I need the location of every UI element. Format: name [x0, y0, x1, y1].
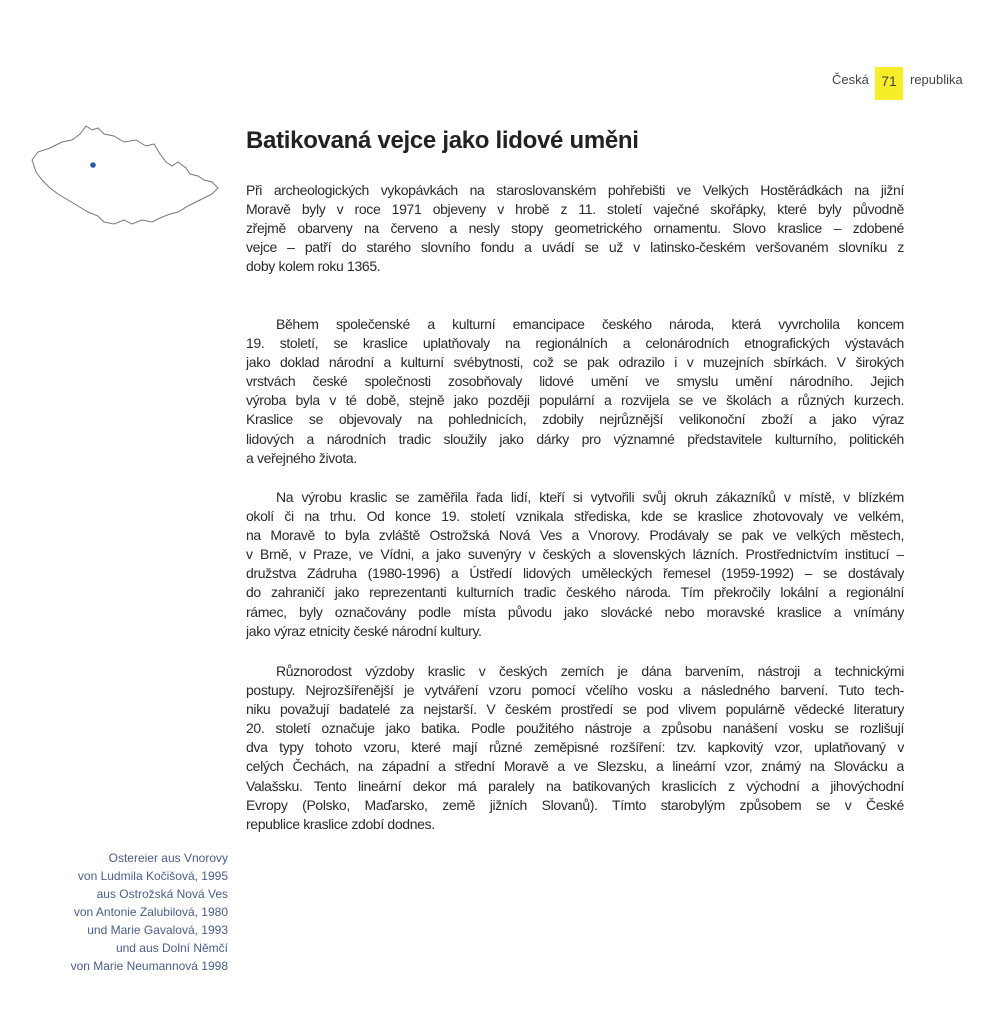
location-marker: [90, 162, 96, 168]
text-line: Valašsku. Tento lineární dekor má paralely na batikovaných kraslicích z východní a jihovýchodní: [246, 777, 904, 794]
caption-line: und Marie Gavalová, 1993: [87, 923, 228, 937]
text-line: jako doklad národní a kulturní svébytnosti, což se pak odrazilo i v muzejních sbírkách. V širokých: [246, 354, 904, 371]
paragraph-2: [246, 315, 904, 468]
text-line: vejce – patří do starého slovního fondu a uvádí se už v latinsko-českém veršovaném slovníku z: [246, 239, 904, 256]
text-line: Na výrobu kraslic se zaměřila řada lidí, kteří si vytvořili svůj okruh zákazníků v místě, v blízkém: [276, 489, 904, 505]
text-line: 20. století označuje jako batika. Podle použitého nástroje a způsobu nanášení vosku se rozlišují: [246, 720, 904, 737]
page-number: 71: [875, 67, 903, 100]
text-line: niku považují badatelé za nejstarší. V českém prostředí se pod vlivem populárně vědecké literatury: [246, 701, 904, 718]
text-line: doby kolem roku 1365.: [246, 258, 381, 275]
caption-line: aus Ostrožská Nová Ves: [96, 887, 228, 901]
text-line: Moravě byly v roce 1971 objeveny v hrobě z 11. století vaječné skořápky, které byly původně: [246, 201, 904, 218]
text-line: Během společenské a kulturní emancipace českého národa, která vyvrcholila koncem: [276, 316, 904, 332]
text-line: zřejmě obarveny na červeno a nesly stopy geometrického ornamentu. Slovo kraslice – zdobené: [246, 220, 904, 237]
running-header-right: republika: [910, 72, 963, 87]
caption-line: von Marie Neumannová 1998: [70, 959, 228, 973]
text-line: 19. století, se kraslice uplatňovaly na regionálních a celonárodních etnografických výstavách: [246, 335, 904, 352]
caption-line: von Antonie Zalubilová, 1980: [73, 905, 228, 919]
text-line: postupy. Nejrozšířenější je vytváření vzoru pomocí včelího vosku a následného barvení. Tuto tech-: [246, 682, 904, 699]
text-line: Při archeologických vykopávkách na staroslovanském pohřebišti ve Velkých Hostěrádkách na jižní: [246, 182, 904, 198]
text-line: Kraslice se objevovaly na pohlednicích, zdobily nejrůznější velikonoční zboží a jako výraz: [246, 411, 904, 428]
text-line: celých Čechách, na západní a střední Moravě a ve Slezsku, a lineární vzor, známý na Slovácku a: [246, 758, 904, 775]
text-line: výroba byla v té době, stejně jako později populární a rozvijela se ve školách a různých kurzech.: [246, 392, 904, 409]
text-line: a veřejného života.: [246, 449, 357, 466]
image-caption: [71, 849, 228, 975]
text-line: Evropy (Polsko, Maďarsko, země jižních Slovanů). Tímto starobylým způsobem se v České: [246, 796, 904, 813]
running-header-left: Česká: [832, 72, 869, 87]
text-line: na Moravě to byla zvláště Ostrožská Nová Ves a Vnorovy. Prodávaly se pak ve velkých městech,: [246, 527, 904, 544]
paragraph-4: [246, 662, 904, 834]
text-line: rámec, byly označovány podle místa původu jako slovácké nebo moravské kraslice a vnímány: [246, 603, 904, 620]
text-line: do zahraničí jako reprezentanti kulturních tradic českého národa. Tím překročily lokální a regionální: [246, 584, 904, 601]
text-line: jako výraz etnicity české národní kultury.: [246, 622, 482, 639]
paragraph-1: [246, 181, 904, 276]
text-line: družstva Zádruha (1980-1996) a Ústředí lidových uměleckých řemesel (1959-1992) – se dostávaly: [246, 565, 904, 582]
text-line: lidových a národních tradic sloužily jako dárky pro významné představitele kulturního, politickéh: [246, 430, 904, 447]
text-line: republice kraslice zdobí dodnes.: [246, 815, 435, 832]
caption-line: Ostereier aus Vnorovy: [108, 851, 228, 865]
text-line: v Brně, v Praze, ve Vídni, a jako suvenýry v českých a slovenských lázních. Prostřednictvím institucí –: [246, 546, 904, 563]
text-line: dva typy tohoto vzoru, které mají různé zeměpisné rozšíření: tzv. kapkovitý vzor, uplatňovaný v: [246, 739, 904, 756]
paragraph-3: [246, 488, 904, 641]
page-title: Batikovaná vejce jako lidové uměni: [246, 127, 639, 154]
text-line: okolí či na trhu. Od konce 19. století vznikala střediska, kde se kraslice zhotovovaly ve velkém,: [246, 508, 904, 525]
text-line: Různorodost výzdoby kraslic v českých zemích je dána barvením, nástroji a technickými: [276, 663, 904, 679]
czech-republic-map-icon: [28, 122, 220, 232]
text-line: vrstvách české společnosti zosobňovaly lidové umění ve smyslu umění národního. Jejich: [246, 373, 904, 390]
caption-line: von Ludmila Kočišová, 1995: [77, 869, 228, 883]
caption-line: und aus Dolní Němčí: [115, 941, 228, 955]
